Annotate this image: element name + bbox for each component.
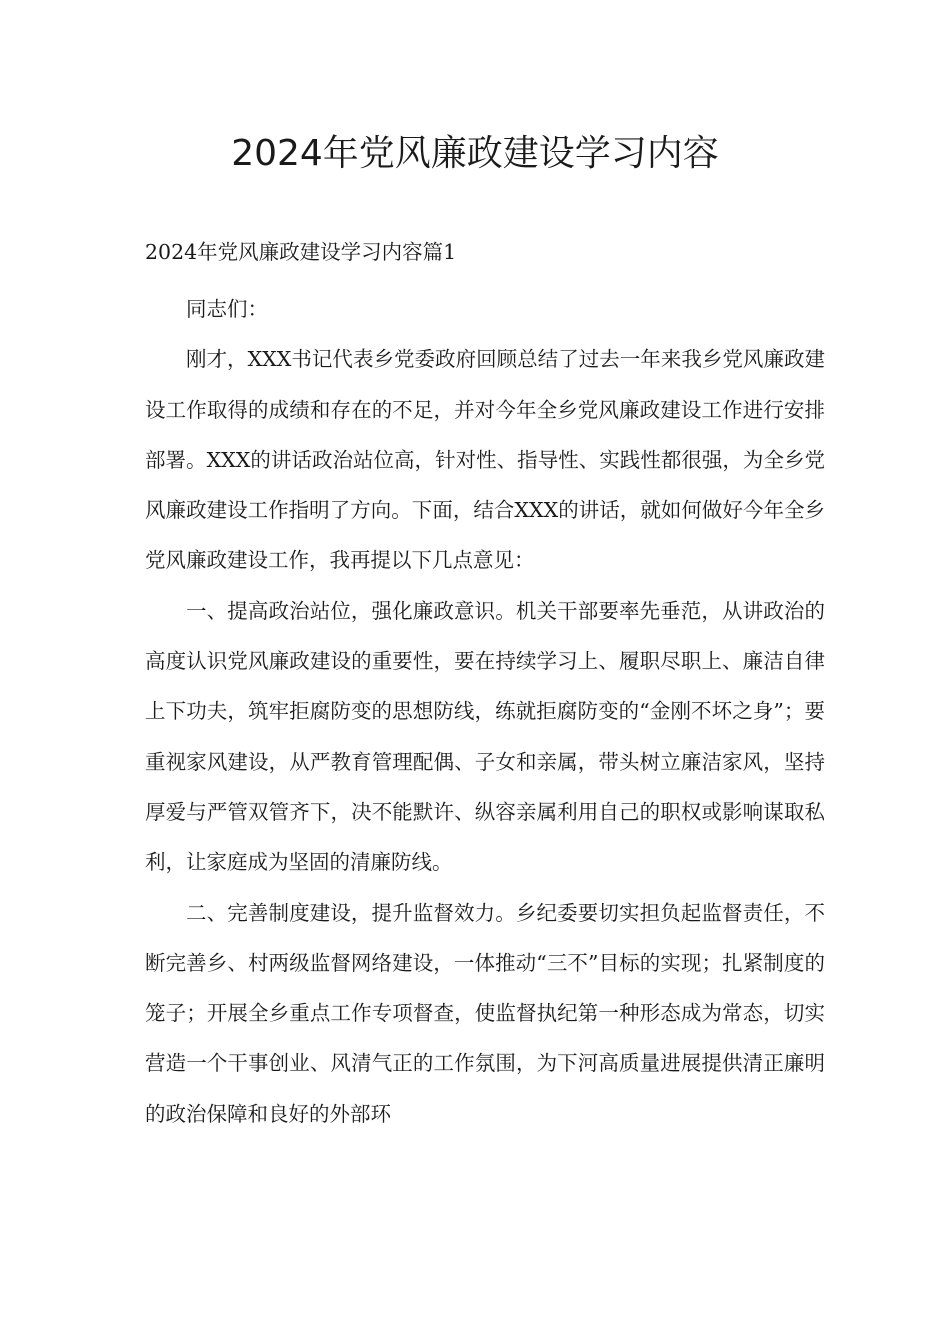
- point-two-paragraph: 二、完善制度建设，提升监督效力。乡纪委要切实担负起监督责任，不断完善乡、村两级监督网络建设，一体推动“三不”目标的实现；扎紧制度的笼子；开展全乡重点工作专项督查，使监督执纪第一种形态成为常态，切实营造一个干事创业、风清气正的工作氛围，为下河高质量进展提供清正廉明的政治保障和良好的外部环: [145, 900, 825, 1126]
- section-subtitle: 2024年党风廉政建设学习内容篇1: [145, 240, 457, 264]
- greeting-paragraph: 同志们：: [186, 297, 268, 321]
- document-body: [145, 284, 825, 1139]
- point-one-paragraph: 一、提高政治站位，强化廉政意识。机关干部要率先垂范，从讲政治的高度认识党风廉政建设的重要性，要在持续学习上、履职尽职上、廉洁自律上下功夫，筑牢拒腐防变的思想防线，练就拒腐防变的“金刚不坏之身”；要重视家风建设，从严教育管理配偶、子女和亲属，带头树立廉洁家风，坚持厚爱与严管双管齐下，决不能默许、纵容亲属利用自己的职权或影响谋取私利，让家庭成为坚固的清廉防线。: [145, 598, 825, 875]
- intro-paragraph: 刚才，XXX书记代表乡党委政府回顾总结了过去一年来我乡党风廉政建设工作取得的成绩和存在的不足，并对今年全乡党风廉政建设工作进行安排部署。XXX的讲话政治站位高，针对性、指导性、实践性都很强，为全乡党风廉政建设工作指明了方向。下面，结合XXX的讲话，就如何做好今年全乡党风廉政建设工作，我再提以下几点意见：: [145, 347, 825, 573]
- document-title: 2024年党风廉政建设学习内容: [231, 133, 719, 174]
